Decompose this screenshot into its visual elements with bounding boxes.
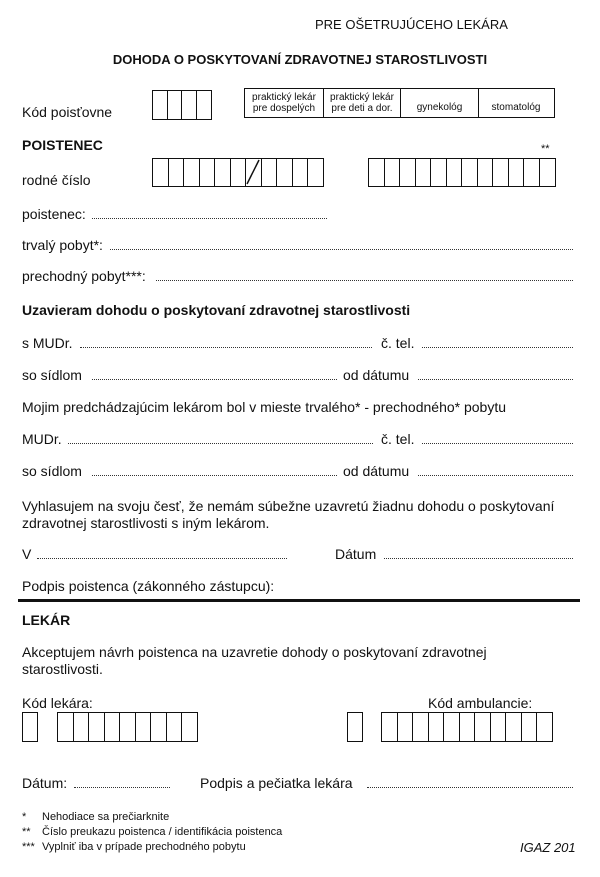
- category-line: praktický lekár: [252, 92, 316, 103]
- id-box[interactable]: [477, 158, 494, 187]
- digit-box[interactable]: [276, 158, 293, 187]
- code-box[interactable]: [119, 712, 136, 742]
- doctor-phone-field[interactable]: [422, 347, 573, 348]
- doctor-seat-label: so sídlom: [22, 367, 82, 383]
- temporary-address-field[interactable]: [156, 280, 573, 281]
- category-line: praktický lekár: [330, 92, 394, 103]
- from-date-label: od dátumu: [343, 367, 410, 383]
- doctor-category-table: [244, 88, 555, 118]
- previous-doctor-seat-label: so sídlom: [22, 463, 82, 479]
- section-heading-doctor: LEKÁR: [22, 612, 71, 628]
- id-box[interactable]: [461, 158, 478, 187]
- clinic-code-prefix-box[interactable]: [347, 712, 363, 742]
- section-heading-insured: POISTENEC: [22, 137, 103, 153]
- footnote-text: Číslo preukazu poistenca / identifikácia poistenca: [42, 826, 283, 838]
- form-audience-label: PRE OŠETRUJÚCEHO LEKÁRA: [315, 17, 508, 32]
- id-box[interactable]: [430, 158, 447, 187]
- place-label: V: [22, 546, 32, 562]
- digit-box[interactable]: [261, 158, 278, 187]
- digit-box[interactable]: [199, 158, 216, 187]
- accept-line-1: Akceptujem návrh poistenca na uzavretie dohody o poskytovaní zdravotnej: [22, 644, 487, 660]
- digit-box[interactable]: [152, 158, 169, 187]
- code-box[interactable]: [181, 712, 198, 742]
- clinic-code-label: Kód ambulancie:: [428, 695, 533, 711]
- code-box[interactable]: [536, 712, 553, 742]
- place-field[interactable]: [37, 558, 287, 559]
- doctor-code-label: Kód lekára:: [22, 695, 93, 711]
- previous-doctor-name-label: MUDr.: [22, 431, 62, 447]
- category-general-child[interactable]: [323, 89, 400, 117]
- previous-doctor-name-field[interactable]: [68, 443, 373, 444]
- permanent-address-field[interactable]: [110, 249, 573, 250]
- clinic-code-boxes[interactable]: [381, 712, 553, 742]
- previous-from-date-field[interactable]: [418, 475, 573, 476]
- code-box[interactable]: [412, 712, 429, 742]
- declaration-line-2: zdravotnej starostlivosti s iným lekárom.: [22, 515, 270, 531]
- agreement-heading: Uzavieram dohodu o poskytovaní zdravotnej starostlivosti: [22, 302, 411, 318]
- id-box[interactable]: [384, 158, 401, 187]
- temporary-address-label: prechodný pobyt***:: [22, 268, 146, 284]
- id-box[interactable]: [415, 158, 432, 187]
- date-field[interactable]: [384, 558, 573, 559]
- id-box[interactable]: [539, 158, 556, 187]
- footnote-text: Vyplniť iba v prípade prechodného pobytu: [42, 841, 246, 853]
- category-line: pre deti a dor.: [331, 103, 393, 114]
- footnote-mark: ***: [22, 841, 35, 853]
- doctor-name-label: s MUDr.: [22, 335, 73, 351]
- footnote-mark: **: [22, 826, 31, 838]
- footnote-text: Nehodiace sa prečiarknite: [42, 811, 170, 823]
- permanent-address-label: trvalý pobyt*:: [22, 237, 103, 253]
- previous-doctor-text: Mojim predchádzajúcim lekárom bol v mieste trvalého* - prechodného* pobytu: [22, 399, 507, 415]
- double-star-mark: **: [541, 143, 550, 155]
- insured-name-field[interactable]: [92, 218, 327, 219]
- category-line: stomatológ: [491, 102, 541, 113]
- category-gynecologist[interactable]: [400, 89, 478, 117]
- previous-doctor-phone-label: č. tel.: [381, 431, 415, 447]
- code-box[interactable]: [428, 712, 445, 742]
- digit-box[interactable]: [183, 158, 200, 187]
- doctor-seat-field[interactable]: [92, 379, 337, 380]
- digit-box[interactable]: [230, 158, 247, 187]
- code-box[interactable]: [459, 712, 476, 742]
- category-general-adult[interactable]: [245, 89, 323, 117]
- declaration-line-1: Vyhlasujem na svoju česť, že nemám súbežne uzavretú žiadnu dohodu o poskytovaní: [22, 498, 555, 514]
- insurer-code-boxes[interactable]: [152, 90, 212, 120]
- doctor-signature-label: Podpis a pečiatka lekára: [200, 775, 353, 791]
- digit-box[interactable]: [292, 158, 309, 187]
- form-title: DOHODA O POSKYTOVANÍ ZDRAVOTNEJ STAROSTLIVOSTI: [112, 52, 488, 67]
- form-code: IGAZ 201: [520, 840, 576, 855]
- code-box[interactable]: [104, 712, 121, 742]
- digit-box[interactable]: [214, 158, 231, 187]
- doctor-name-field[interactable]: [80, 347, 372, 348]
- doctor-code-prefix-box[interactable]: [22, 712, 38, 742]
- slash-icon: [246, 159, 260, 185]
- accept-line-2: starostlivosti.: [22, 661, 103, 677]
- digit-box[interactable]: [307, 158, 324, 187]
- doctor-code-boxes[interactable]: [57, 712, 198, 742]
- birth-number-label: rodné číslo: [22, 172, 91, 188]
- from-date-field[interactable]: [418, 379, 573, 380]
- insured-signature-label: Podpis poistenca (zákonného zástupcu):: [22, 578, 275, 594]
- previous-from-date-label: od dátumu: [343, 463, 410, 479]
- insured-id-boxes[interactable]: [368, 158, 556, 187]
- category-dentist[interactable]: [478, 89, 553, 117]
- id-box[interactable]: [368, 158, 385, 187]
- digit-box[interactable]: [168, 158, 185, 187]
- code-box[interactable]: [381, 712, 398, 742]
- id-box[interactable]: [446, 158, 463, 187]
- id-box[interactable]: [508, 158, 525, 187]
- code-box[interactable]: [166, 712, 183, 742]
- id-box[interactable]: [399, 158, 416, 187]
- code-box[interactable]: [474, 712, 491, 742]
- code-box[interactable]: [135, 712, 152, 742]
- id-box[interactable]: [492, 158, 509, 187]
- code-box[interactable]: [73, 712, 90, 742]
- previous-doctor-seat-field[interactable]: [92, 475, 337, 476]
- birth-number-boxes[interactable]: [152, 158, 324, 187]
- code-box[interactable]: [443, 712, 460, 742]
- doctor-date-field[interactable]: [74, 787, 170, 788]
- code-box[interactable]: [505, 712, 522, 742]
- code-box[interactable]: [150, 712, 167, 742]
- slash-box: [245, 158, 262, 187]
- footnote-mark: *: [22, 811, 27, 823]
- insured-name-label: poistenec:: [22, 206, 86, 222]
- doctor-date-label: Dátum:: [22, 775, 68, 791]
- code-box[interactable]: [397, 712, 414, 742]
- code-box[interactable]: [57, 712, 74, 742]
- doctor-phone-label: č. tel.: [381, 335, 415, 351]
- code-box[interactable]: [196, 90, 212, 120]
- category-line: pre dospelých: [252, 103, 316, 114]
- code-box[interactable]: [490, 712, 507, 742]
- previous-doctor-phone-field[interactable]: [422, 443, 573, 444]
- doctor-signature-field[interactable]: [367, 787, 573, 788]
- date-label: Dátum: [335, 546, 377, 562]
- id-box[interactable]: [523, 158, 540, 187]
- code-box[interactable]: [521, 712, 538, 742]
- category-line: gynekológ: [416, 102, 463, 113]
- insurer-code-label: Kód poisťovne: [22, 104, 113, 120]
- code-box[interactable]: [88, 712, 105, 742]
- section-divider: [18, 599, 580, 602]
